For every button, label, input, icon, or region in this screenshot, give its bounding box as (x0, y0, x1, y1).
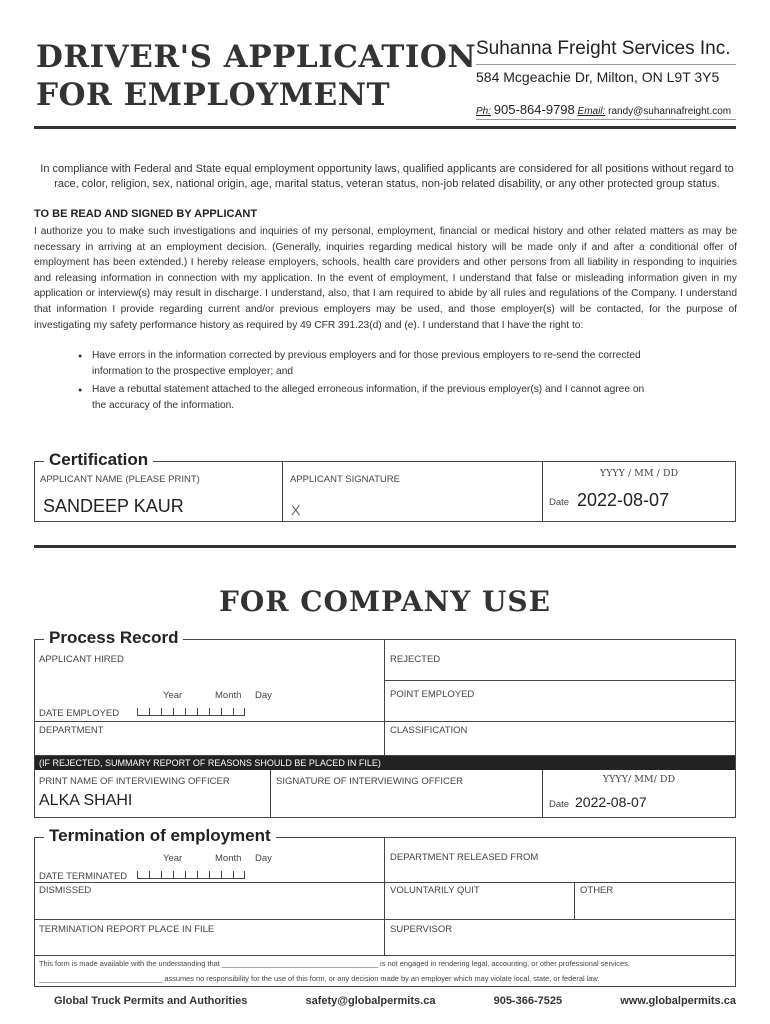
company-name: Suhanna Freight Services Inc. (476, 38, 731, 59)
month-label: Month (215, 853, 242, 864)
voluntarily-quit-field[interactable] (385, 883, 575, 920)
eeo-statement: In compliance with Federal and State equal employment opportunity laws, qualified applicants are considered for all positions without regard to race, color, religion, sex, national origin, age, marital status, veteran status, non-job related disability, or any other protected group status. (40, 163, 734, 190)
date-format-hint: YYYY / MM / DD (599, 468, 679, 479)
footer-website[interactable]: www.globalpermits.ca (620, 995, 736, 1007)
applicant-signature-label: APPLICANT SIGNATURE (290, 474, 400, 485)
header-divider (34, 126, 736, 129)
disclaimer-line-1: This form is made available with the understanding that ______________________________________ is not engaged in rendering legal, accounting, or other professional services. (39, 959, 630, 968)
applicant-name-field[interactable] (35, 462, 283, 521)
officer-date-value: 2022-08-07 (575, 794, 647, 810)
point-employed-field[interactable] (385, 681, 735, 722)
termination-box (34, 837, 736, 987)
rejected-label: REJECTED (390, 654, 441, 665)
voluntarily-quit-label: VOLUNTARILY QUIT (390, 885, 480, 896)
applicant-hired-label: APPLICANT HIRED (39, 654, 124, 665)
certification-legend: Certification (44, 450, 153, 470)
other-label: OTHER (580, 885, 614, 896)
date-label: Date (549, 497, 570, 508)
disclaimer-line-2: ______________________________ assumes no responsibility for the use of this form, or any decision made by an employer which may violate local, state, or federal law. (39, 974, 600, 983)
officer-signature-field[interactable] (271, 770, 543, 817)
applicant-name-label: APPLICANT NAME (PLEASE PRINT) (40, 474, 200, 485)
process-record-box (34, 639, 736, 818)
process-record-legend: Process Record (44, 628, 183, 648)
supervisor-field[interactable] (385, 920, 735, 956)
year-label: Year (163, 690, 183, 701)
title-line-1: DRIVER'S APPLICATION (36, 39, 477, 75)
certification-date-field[interactable] (543, 462, 735, 521)
dept-released-label: DEPARTMENT RELEASED FROM (390, 852, 539, 863)
company-phone: 905-864-9798 (493, 102, 575, 117)
officer-name-value: ALKA SHAHI (39, 792, 133, 809)
divider (476, 64, 736, 65)
company-contact (476, 102, 736, 120)
footer-phone: 905-366-7525 (493, 995, 563, 1007)
date-employed-label: DATE EMPLOYED (39, 708, 120, 719)
rights-list (78, 348, 658, 416)
classification-label: CLASSIFICATION (390, 725, 468, 736)
date-format-hint: YYYY/ MM/ DD (602, 774, 676, 785)
officer-date-field[interactable] (543, 770, 735, 817)
company-email: randy@suhannafreight.com (608, 106, 732, 117)
title-line-2: FOR EMPLOYMENT (36, 77, 391, 113)
company-block (476, 38, 736, 120)
year-label: Year (163, 853, 183, 864)
day-label: Day (255, 690, 272, 701)
footer (36, 995, 736, 1007)
company-address: 584 Mcgeachie Dr, Milton, ON L9T 3Y5 (476, 69, 720, 85)
dept-released-field[interactable] (385, 838, 735, 883)
certification-date-value: 2022-08-07 (577, 490, 670, 510)
point-employed-label: POINT EMPLOYED (390, 689, 475, 700)
dismissed-field[interactable] (35, 883, 385, 920)
email-label: Email: (577, 106, 606, 117)
date-terminated-boxes[interactable] (137, 866, 245, 884)
department-label: DEPARTMENT (39, 725, 104, 736)
applicant-name-value: SANDEEP KAUR (43, 496, 184, 516)
officer-signature-label: SIGNATURE OF INTERVIEWING OFFICER (276, 776, 464, 787)
applicant-signature-field[interactable] (283, 462, 543, 521)
department-field[interactable] (35, 722, 385, 756)
company-use-heading: FOR COMPANY USE (218, 585, 551, 618)
termination-report-field[interactable] (35, 920, 385, 956)
footer-email[interactable]: safety@globalpermits.ca (305, 995, 436, 1007)
footer-org: Global Truck Permits and Authorities (54, 995, 248, 1007)
date-terminated-label: DATE TERMINATED (39, 871, 128, 882)
certification-box (34, 461, 736, 522)
form-title (36, 38, 476, 114)
termination-report-label: TERMINATION REPORT PLACE IN FILE (39, 924, 215, 935)
phone-label: Ph: (476, 106, 492, 117)
month-label: Month (215, 690, 242, 701)
officer-name-label: PRINT NAME OF INTERVIEWING OFFICER (39, 776, 230, 787)
day-label: Day (255, 853, 272, 864)
termination-legend: Termination of employment (44, 826, 276, 846)
rejected-note-bar: (IF REJECTED, SUMMARY REPORT OF REASONS SHOULD BE PLACED IN FILE) (35, 756, 735, 770)
date-label: Date (549, 799, 570, 810)
supervisor-label: SUPERVISOR (390, 924, 453, 935)
signature-mark: X (291, 502, 301, 518)
officer-name-field[interactable] (35, 770, 271, 817)
read-heading: TO BE READ AND SIGNED BY APPLICANT (34, 208, 258, 220)
classification-field[interactable] (385, 722, 735, 756)
date-employed-boxes[interactable] (137, 703, 245, 721)
other-field[interactable] (575, 883, 735, 920)
dismissed-label: DISMISSED (39, 885, 92, 896)
list-item: ● Have a rebuttal statement attached to the alleged erroneous information, if the previous employer(s) and I cannot agree on the accuracy of the information. (78, 382, 658, 413)
list-item: ● Have errors in the information corrected by previous employers and for those previous employers to re-send the corrected information to the prospective employer; and (78, 348, 658, 379)
rejected-field[interactable] (385, 640, 735, 681)
authorization-text: I authorize you to make such investigations and inquiries of my personal, employment, financial or medical history and other related matters as may be necessary in arriving at an employment decision. (Generally, inquiries regarding medical history will be made only if and after a conditional offer of employment has been extended.) I hereby release employers, schools, health care providers and other persons from all liability in responding to inquiries and releasing information in connection with my application. In the event of employment, I understand that false or misleading information given in my application or interview(s) may result in discharge. I understand, also, that I am required to abide by all rules and regulations of the Company. I understand that information I provide regarding current and/or previous employers may be used, and those employer(s) will be contacted, for the purpose of investigating my safety performance history as required by 49 CFR 391.23(d) and (e). I understand that I have the right to: (34, 226, 737, 331)
section-divider (34, 545, 736, 548)
